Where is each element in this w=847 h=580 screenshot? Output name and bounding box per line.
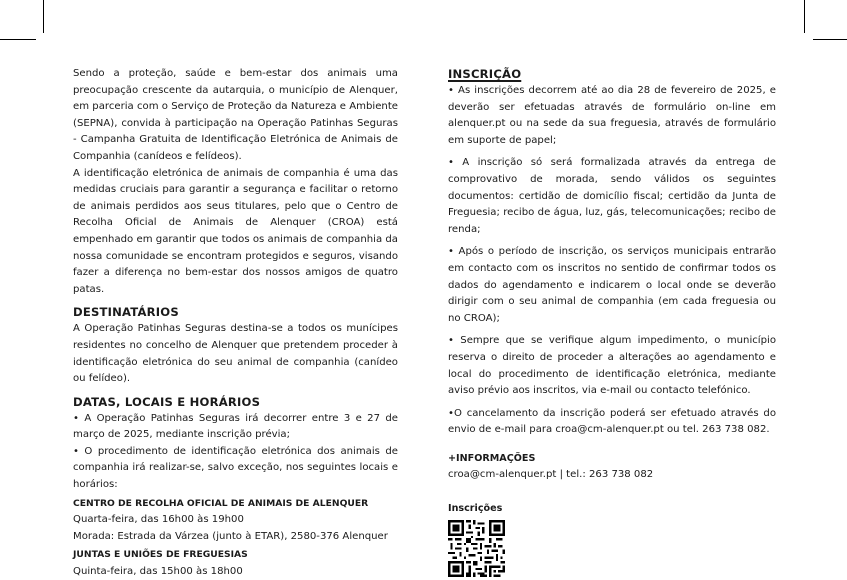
intro-paragraph-1: Sendo a proteção, saúde e bem-estar dos animais uma preocupação crescente da autarquia, o município de Alenquer, em parceria com o Serviço de Proteção da Natureza e Ambiente (SEPNA), convida à participação na Operação Patinhas Seguras - Campanha Gratuita de Identificação Eletrónica de Animais de Companhia (canídeos e felídeos).: [73, 68, 398, 162]
qr-code-icon[interactable]: [448, 520, 505, 577]
right-column: [448, 66, 776, 577]
inscricao-bullet-2: • A inscrição só será formalizada através da entrega de comprovativo de morada, sendo válidos os seguintes documentos: certidão de domicílio fiscal; certidão da Junta de Freguesia; recibo de água, luz, gás, telecomunicações; recibo de renda;: [448, 157, 776, 235]
datas-heading: DATAS, LOCAIS E HORÁRIOS: [73, 394, 261, 409]
datas-bullet-2: • O procedimento de identificação eletrónica dos animais de companhia irá realizar-se, salvo exceção, nos seguintes locais e horários:: [73, 445, 398, 491]
inscricao-bullet-1: • As inscrições decorrem até ao dia 28 de fevereiro de 2025, e deverão ser efetuadas através de formulário on-line em alenquer.pt ou na sede da sua freguesia, através de formulário em suporte de papel;: [448, 85, 776, 146]
croa-address: Morada: Estrada da Várzea (junto à ETAR), 2580-376 Alenquer: [73, 530, 388, 542]
info-heading: +INFORMAÇÕES: [448, 452, 536, 464]
destinatarios-heading: DESTINATÁRIOS: [73, 305, 179, 320]
inscricao-bullet-5: •O cancelamento da inscrição poderá ser efetuado através do envio de e-mail para croa@cm-alenquer.pt ou tel. 263 738 082.: [448, 407, 776, 436]
qr-label: Inscrições: [448, 503, 503, 515]
crop-mark-top-right-horizontal: [813, 39, 847, 40]
inscricao-bullet-3: • Após o período de inscrição, os serviços municipais entrarão em contacto com os inscritos no sentido de confirmar todos os dados do agendamento e indicarem o local onde se deverão dirigir com o seu animal de companhia (em cada freguesia ou no CROA);: [448, 246, 776, 324]
inscricao-heading: INSCRIÇÃO: [448, 67, 522, 81]
juntas-heading: JUNTAS E UNIÕES DE FREGUESIAS: [73, 549, 248, 561]
juntas-schedule: Quinta-feira, das 15h00 às 18h00: [73, 565, 243, 577]
crop-mark-top-left-horizontal: [0, 39, 36, 40]
inscricao-bullet-4: • Sempre que se verifique algum impedimento, o município reserva o direito de proceder a alterações ao agendamento e local do procedimento de identificação eletrónica, mediante aviso prévio aos inscritos, via e-mail ou contacto telefónico.: [448, 335, 776, 397]
croa-schedule: Quarta-feira, das 16h00 às 19h00: [73, 514, 244, 526]
left-column: [73, 66, 398, 580]
intro-paragraph-2: A identificação eletrónica de animais de companhia é uma das medidas cruciais para garantir a segurança e facilitar o retorno de animais perdidos aos seus titulares, pelo que o Centro de Recolha Oficial de Animais de Alenquer (CROA) está empenhado em garantir que todos os animais de companhia da nossa comunidade se encontram protegidos e seguros, visando fazer a diferença no bem-estar dos nossos amigos de quatro patas.: [73, 167, 398, 295]
crop-mark-top-right-vertical: [804, 0, 805, 33]
croa-heading: CENTRO DE RECOLHA OFICIAL DE ANIMAIS DE ALENQUER: [73, 497, 369, 509]
crop-mark-top-left-vertical: [43, 0, 44, 33]
destinatarios-text: A Operação Patinhas Seguras destina-se a todos os munícipes residentes no concelho de Alenquer que pretendem proceder à identificação eletrónica do seu animal de companhia (canídeo ou felídeo).: [73, 323, 398, 385]
datas-bullet-1: • A Operação Patinhas Seguras irá decorrer entre 3 e 27 de março de 2025, mediante inscrição prévia;: [73, 412, 398, 441]
info-contact: croa@cm-alenquer.pt | tel.: 263 738 082: [448, 468, 654, 480]
